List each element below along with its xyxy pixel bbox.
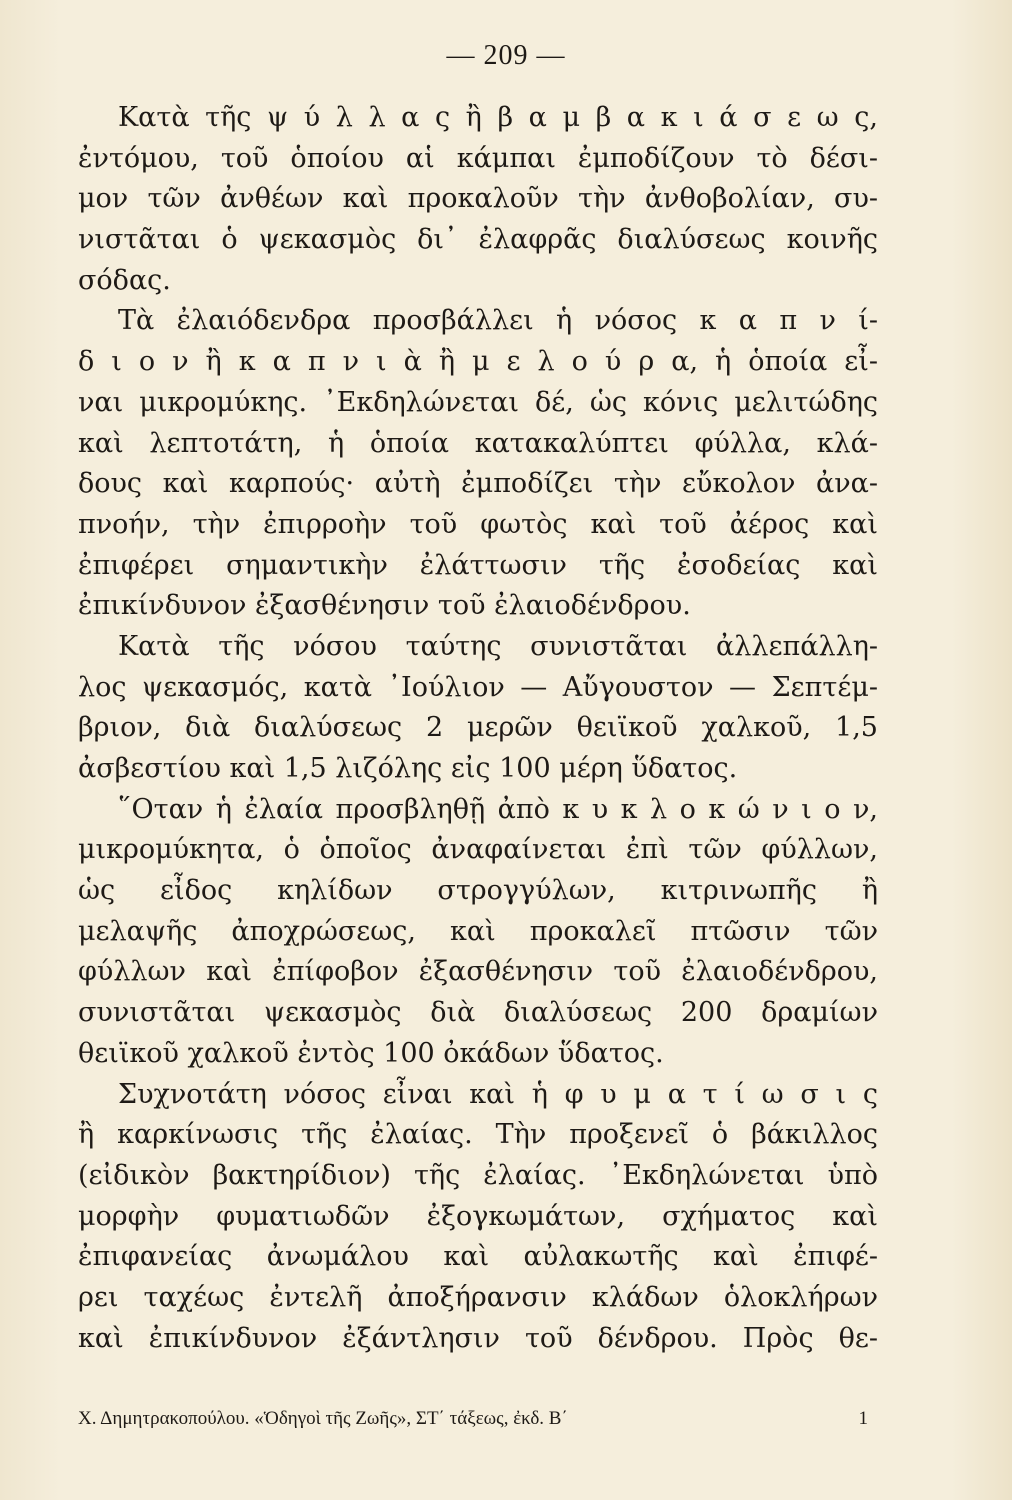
text-line: μορφὴν φυματιωδῶν ἐξογκωμάτων, σχήματος καὶ — [78, 1200, 878, 1232]
text-line: δ ι ο ν ἢ κ α π ν ι ὰ ἢ μ ε λ ο ύ ρ α, ἡ ὁποία εἶ- — [78, 346, 878, 378]
page-number: — 209 — — [446, 40, 566, 71]
text-line: ἢ καρκίνωσις τῆς ἐλαίας. Τὴν προξενεῖ ὁ βάκιλλος — [78, 1119, 878, 1151]
text-line: ἐπικίνδυνον ἐξασθένησιν τοῦ ἐλαιοδένδρου. — [78, 590, 691, 622]
text-line: ἐπιφανείας ἀνωμάλου καὶ αὐλακωτῆς καὶ ἐπιφέ- — [78, 1241, 878, 1273]
text-line: νιστᾶται ὁ ψεκασμὸς δι᾽ ἐλαφρᾶς διαλύσεως κοινῆς — [78, 224, 878, 256]
text-line: ῞Οταν ἡ ἐλαία προσβληθῇ ἀπὸ κ υ κ λ ο κ ώ ν ι ο ν, — [118, 793, 878, 825]
page-footer — [78, 1408, 868, 1430]
text-line: ρει ταχέως ἐντελῆ ἀποξήρανσιν κλάδων ὁλοκλήρων — [78, 1281, 878, 1313]
body-text — [78, 98, 878, 1359]
text-line: ἐπιφέρει σημαντικὴν ἐλάττωσιν τῆς ἐσοδείας καὶ — [78, 549, 878, 581]
text-line: Κατὰ τῆς ψ ύ λ λ α ς ἢ β α μ β α κ ι ά σ ε ω ς, — [118, 102, 878, 133]
footer-citation: Χ. Δημητρακοπούλου. «Ὁδηγοὶ τῆς Ζωῆς», ΣΤ΄ τάξεως, ἐκδ. Β΄ — [78, 1408, 568, 1429]
text-line: συνιστᾶται ψεκασμὸς διὰ διαλύσεως 200 δραμίων — [78, 997, 878, 1029]
text-line: ἐντόμου, τοῦ ὁποίου αἱ κάμπαι ἐμποδίζουν τὸ δέσι- — [78, 142, 878, 174]
text-line: καὶ ἐπικίνδυνον ἐξάντλησιν τοῦ δένδρου. Πρὸς θε- — [78, 1322, 878, 1354]
text-line: ἀσβεστίου καὶ 1,5 λιζόλης εἰς 100 μέρη ὕδατος. — [78, 753, 738, 784]
text-line: ναι μικρομύκης. ᾿Εκδηλώνεται δέ, ὡς κόνις μελιτώδης — [78, 386, 878, 418]
text-line: φύλλων καὶ ἐπίφοβον ἐξασθένησιν τοῦ ἐλαιοδένδρου, — [78, 956, 878, 988]
text-line: πνοήν, τὴν ἐπιρροὴν τοῦ φωτὸς καὶ τοῦ ἀέρος καὶ — [78, 508, 878, 540]
text-line: μον τῶν ἀνθέων καὶ προκαλοῦν τὴν ἀνθοβολίαν, συ- — [78, 183, 878, 215]
text-line: (εἰδικὸν βακτηρίδιον) τῆς ἐλαίας. ᾿Εκδηλώνεται ὑπὸ — [78, 1159, 878, 1191]
text-line: θειϊκοῦ χαλκοῦ ἐντὸς 100 ὀκάδων ὕδατος. — [78, 1037, 664, 1069]
footer-signature-mark: 1 — [858, 1408, 868, 1429]
text-line: δους καὶ καρπούς· αὐτὴ ἐμποδίζει τὴν εὔκολον ἀνα- — [78, 468, 878, 500]
text-line: μικρομύκητα, ὁ ὁποῖος ἀναφαίνεται ἐπὶ τῶν φύλλων, — [78, 834, 878, 866]
text-line: ὡς εἶδος κηλίδων στρογγύλων, κιτρινωπῆς ἢ — [78, 875, 878, 907]
text-line: μελαψῆς ἀποχρώσεως, καὶ προκαλεῖ πτῶσιν τῶν — [78, 915, 878, 947]
text-line: καὶ λεπτοτάτη, ἡ ὁποία κατακαλύπτει φύλλα, κλά- — [78, 427, 878, 459]
text-line: λος ψεκασμός, κατὰ ᾿Ιούλιον — Αὔγουστον — Σεπτέμ- — [78, 671, 878, 703]
text-line: Τὰ ἐλαιόδενδρα προσβάλλει ἡ νόσος κ α π ν ί- — [118, 305, 878, 337]
text-line: Κατὰ τῆς νόσου ταύτης συνιστᾶται ἀλλεπάλλη- — [118, 630, 878, 662]
text-line: σόδας. — [78, 264, 171, 296]
text-line: Συχνοτάτη νόσος εἶναι καὶ ἡ φ υ μ α τ ί ω σ ι ς — [118, 1078, 878, 1110]
text-line: βριον, διὰ διαλύσεως 2 μερῶν θειϊκοῦ χαλκοῦ, 1,5 — [78, 712, 878, 744]
